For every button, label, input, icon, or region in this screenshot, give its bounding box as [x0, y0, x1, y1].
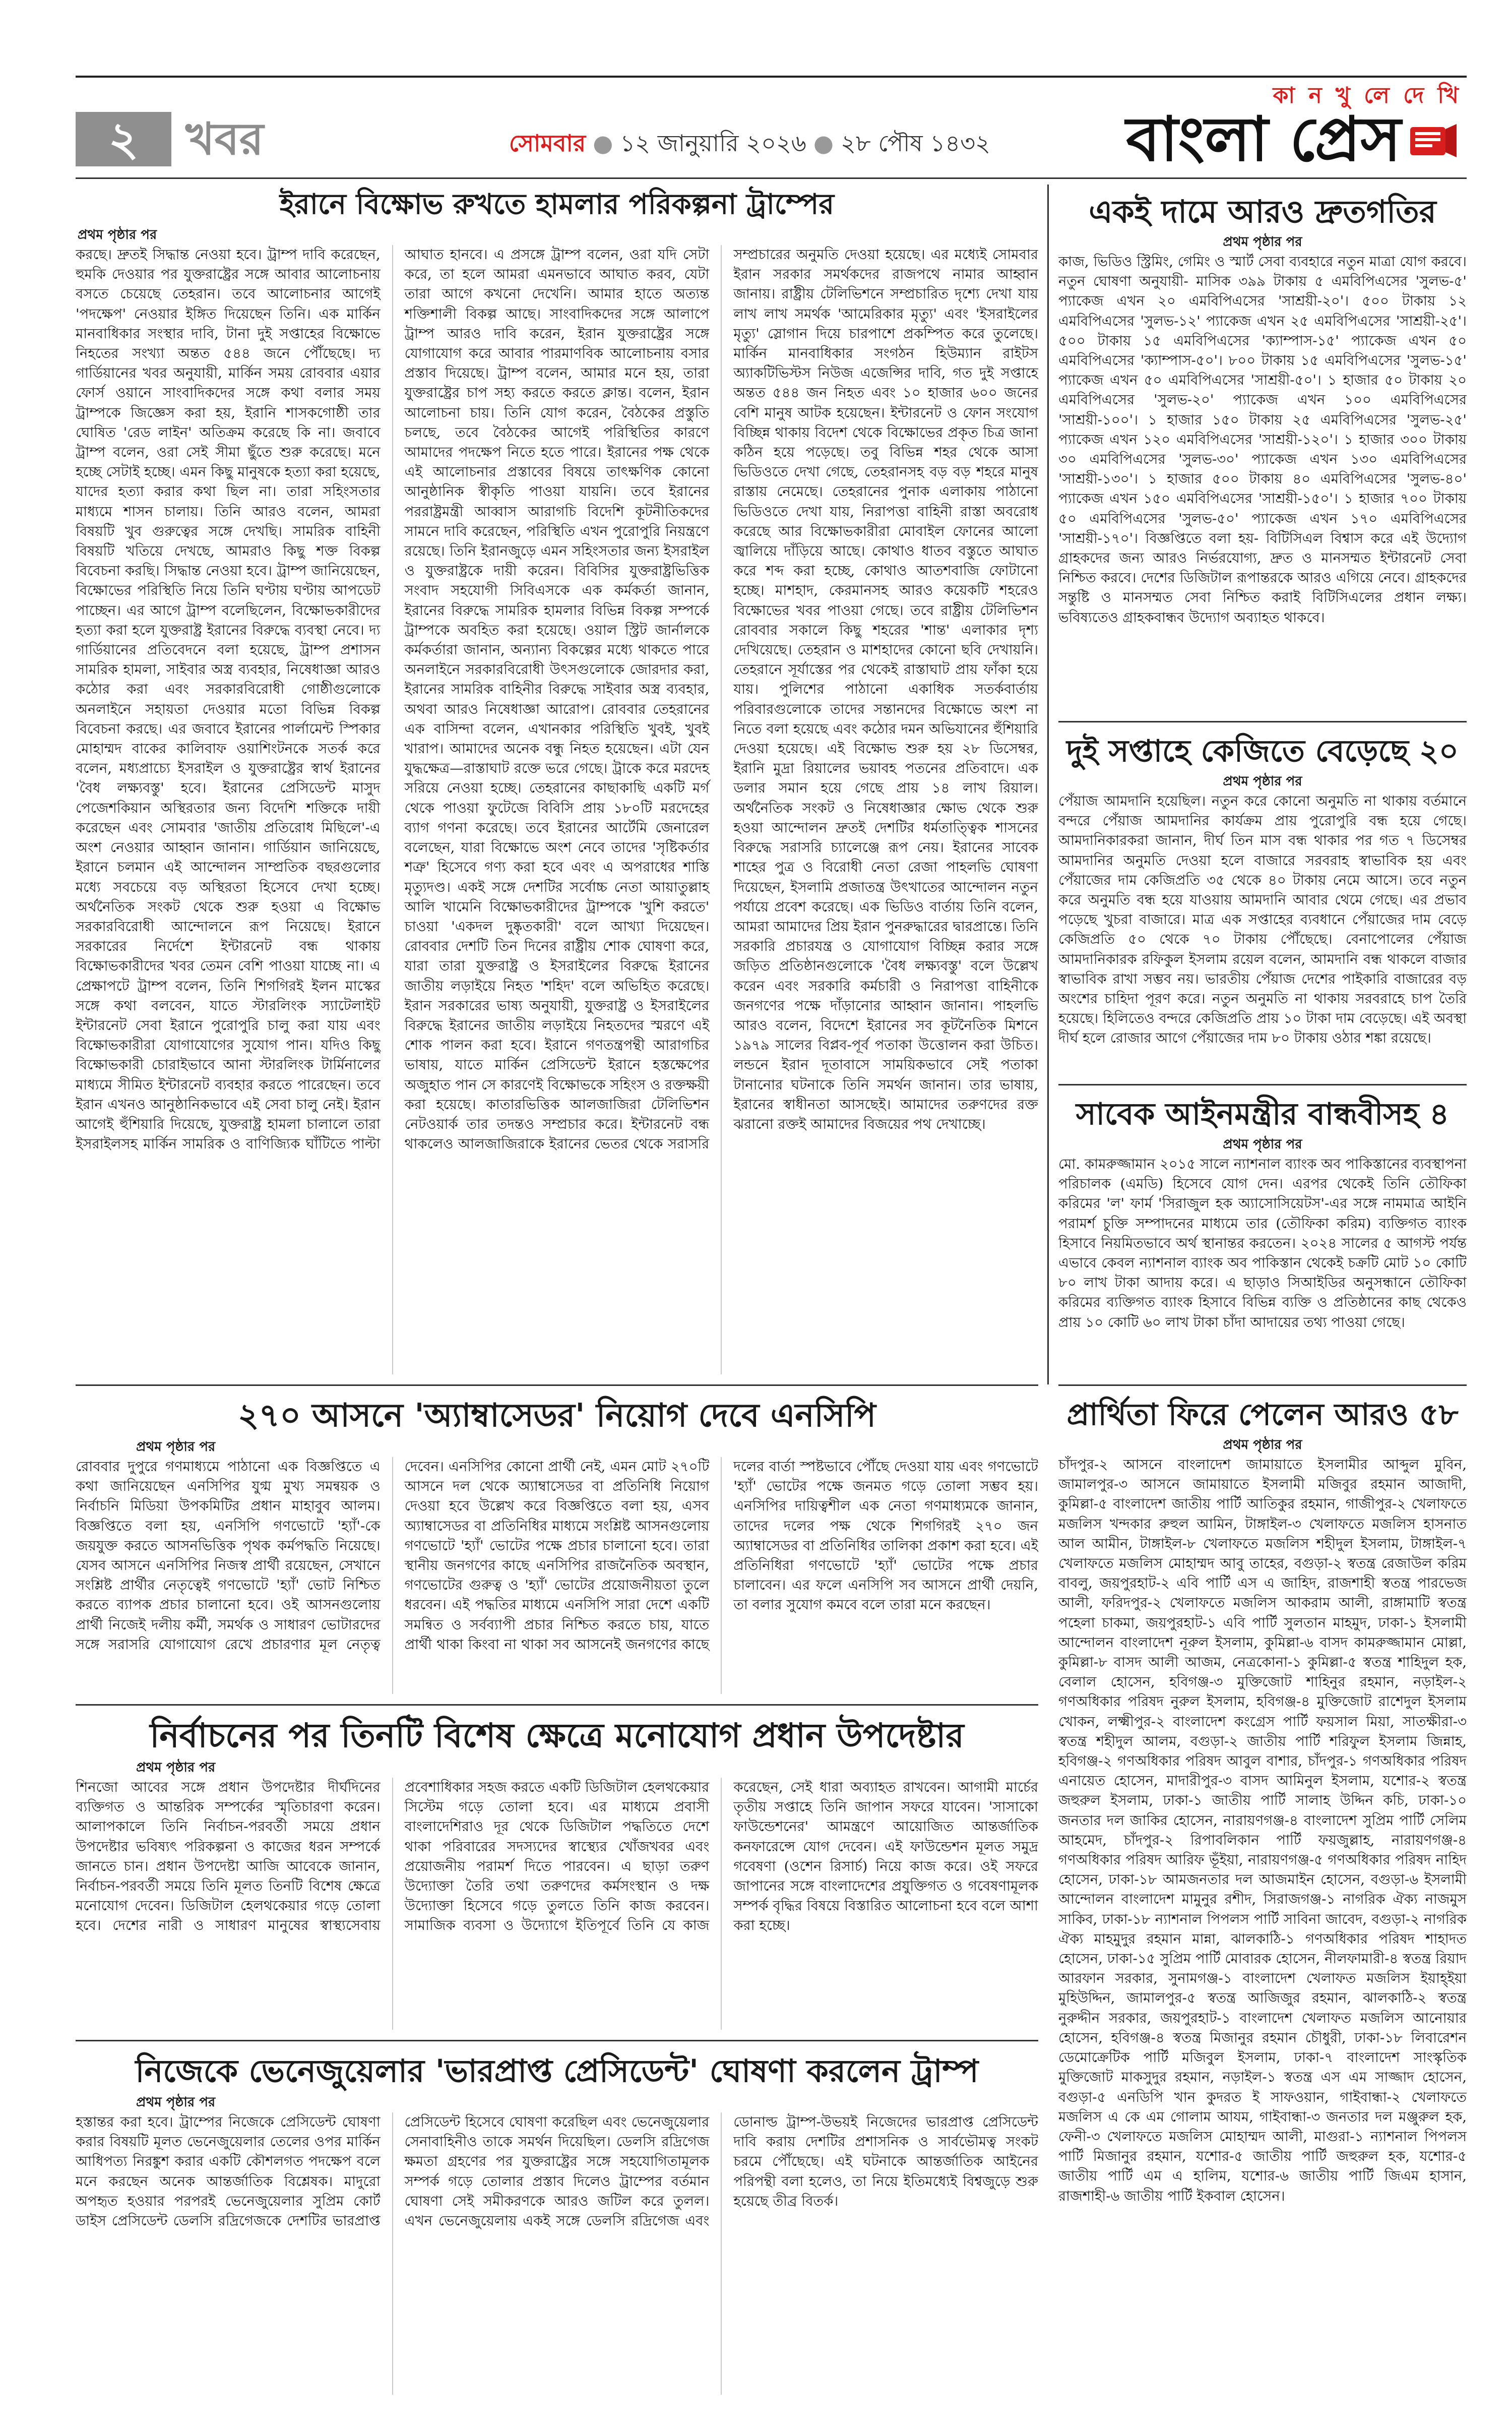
- article-minister: [1058, 1094, 1467, 1376]
- bullet-icon: ●: [593, 130, 613, 157]
- article-headline[interactable]: একই দামে আরও দ্রুতগতির: [1089, 193, 1436, 230]
- article-venezuela: [76, 2050, 1038, 2403]
- brand-name: বাংলা প্রেস: [1126, 103, 1401, 175]
- section-name: খবর: [185, 113, 264, 165]
- article-headline[interactable]: প্রার্থিতা ফিরে পেলেন আরও ৫৮: [1066, 1397, 1459, 1432]
- article-continuation-label: প্রথম পৃষ্ঠার পর: [136, 1439, 216, 1455]
- article-body: কাজ, ভিডিও স্ট্রিমিং, গেমিং ও স্মার্ট সেবা ব্যবহারে নতুন মাত্রা যোগ করবে। নতুন ঘোষণা অনুযায়ী- মাসিক ৩৯৯ টাকায় ৫ এমবিপিএসের 'সুলভ-৫' প্যাকেজ এখন ২০ এমবিপিএসের 'সাশ্রয়ী-২০'। ৫০০ টাকায় ১২ এমবিপিএসের 'সুলভ-১২' প্যাকেজ এখন ২৫ এমবিপিএসের 'সাশ্রয়ী-২৫'। ৫০০ টাকায় ১৫ এমবিপিএসের 'ক্যাম্পাস-১৫' প্যাকেজ এখন ৫০ এমবিপিএসের 'ক্যাম্পাস-৫০'। ৮০০ টাকায় ১৫ এমবিপিএসের 'সুলভ-১৫' প্যাকেজ এখন ৫০ এমবিপিএসের 'সাশ্রয়ী-৫০'। ১ হাজার ৫০ টাকায় ২০ এমবিপিএসের 'সুলভ-২০' প্যাকেজ এখন ১০০ এমবিপিএসের 'সাশ্রয়ী-১০০'। ১ হাজার ১৫০ টাকায় ২৫ এমবিপিএসের 'সুলভ-২৫' প্যাকেজ এখন ১২০ এমবিপিএসের 'সাশ্রয়ী-১২০'। ১ হাজার ৩০০ টাকায় ৩০ এমবিপিএসের 'সুলভ-৩০' প্যাকেজ এখন ১৩০ এমবিপিএসের 'সাশ্রয়ী-১৩০'। ১ হাজার ৫০০ টাকায় ৪০ এমবিপিএসের 'সুলভ-৪০' প্যাকেজ এখন ১৫০ এমবিপিএসের 'সাশ্রয়ী-১৫০'। ১ হাজার ৭০০ টাকায় ৫০ এমবিপিএসের 'সুলভ-৫০' প্যাকেজ এখন ১৭০ এমবিপিএসের 'সাশ্রয়ী-১৭০'। বিজ্ঞপ্তিতে বলা হয়- বিটিসিএল বিশ্বাস করে এই উদ্যোগ গ্রাহকদের জন্য আরও নির্ভরযোগ্য, দ্রুত ও মানসম্মত ইন্টারনেট সেবা নিশ্চিত করবে। দেশের ডিজিটাল রূপান্তরকে আরও এগিয়ে নেবে। গ্রাহকদের সন্তুষ্টি ও মানসম্মত সেবা নিশ্চিত করাই বিটিসিএলের প্রধান লক্ষ্য। ভবিষ্যতেও গ্রাহকবান্ধব উদ্যোগ অব্যাহত থাকবে।: [1058, 254, 1467, 626]
- brand-logo[interactable]: [1126, 79, 1462, 177]
- article-headline[interactable]: নিজেকে ভেনেজুয়েলার 'ভারপ্রাপ্ত প্রেসিডেন্ট' ঘোষণা করলেন ট্রাম্প: [135, 2052, 979, 2089]
- article-continuation-label: প্রথম পৃষ্ঠার পর: [1223, 774, 1302, 789]
- newspaper-page: [76, 0, 1467, 2420]
- article-continuation-label: প্রথম পৃষ্ঠার পর: [1223, 1437, 1302, 1453]
- article-headline[interactable]: ইরানে বিক্ষোভ রুখতে হামলার পরিকল্পনা ট্রাম্পের: [279, 188, 835, 221]
- article-headline[interactable]: নির্বাচনের পর তিনটি বিশেষ ক্ষেত্রে মনোযোগ প্রধান উপদেষ্টার: [150, 1716, 964, 1755]
- article-continuation-label: প্রথম পৃষ্ঠার পর: [1223, 1137, 1302, 1152]
- section-divider: [76, 2040, 1038, 2041]
- article-body: পেঁয়াজ আমদানি হয়েছিল। নতুন করে কোনো অনুমতি না থাকায় বর্তমানে বন্দরে পেঁয়াজ আমদানির কার্যক্রম প্রায় পুরোপুরি বন্ধ হয়ে গেছে। আমদানিকারকরা জানান, দীর্ঘ তিন মাস বন্ধ থাকার পর গত ৭ ডিসেম্বর আমদানির অনুমতি দেওয়া হলে বাজারে সরবরাহ স্বাভাবিক হয় এবং পেঁয়াজের দাম কেজিপ্রতি ৩৫ থেকে ৪০ টাকায় নেমে আসে। তবে নতুন করে অনুমতি বন্ধ হয়ে যাওয়ায় আমদানি আবার থেমে গেছে। এর প্রভাব পড়েছে খুচরা বাজারে। মাত্র এক সপ্তাহের ব্যবধানে পেঁয়াজের দাম বেড়ে কেজিপ্রতি ৫০ থেকে ৭০ টাকায় পৌঁছেছে। বেনাপোলের পেঁয়াজ আমদানিকারক রফিকুল ইসলাম রয়েল বলেন, আমদানি বন্ধ থাকলে বাজার স্বাভাবিক রাখা সম্ভব নয়। ভারতীয় পেঁয়াজ দেশের পাইকারি বাজারের বড় অংশের চাহিদা পূরণ করে। নতুন অনুমতি না থাকায় সরবরাহে চাপ তৈরি হয়েছে। হিলিতেও বন্দরে কেজিপ্রতি প্রায় ১০ টাকা দাম বেড়েছে। এই অবস্থা দীর্ঘ হলে রোজার আগে পেঁয়াজের দাম ৮০ টাকায় ওঠার শঙ্কা রয়েছে।: [1058, 793, 1467, 1047]
- section-divider: [76, 1384, 1038, 1386]
- article-body: করছে। দ্রুতই সিদ্ধান্ত নেওয়া হবে। ট্রাম্প দাবি করেছেন, হুমকি দেওয়ার পর যুক্তরাষ্ট্রের সঙ্গে আবার আলোচনায় বসতে চেয়েছে তেহরান। তবে আলোচনার আগেই 'পদক্ষেপ' নেওয়ার ইঙ্গিত দিয়েছেন তিনি। এক মার্কিন মানবাধিকার সংস্থার দাবি, টানা দুই সপ্তাহের বিক্ষোভে নিহতের সংখ্যা অন্তত ৫৪৪ জনে পৌঁছেছে। দ্য গার্ডিয়ানের খবর অনুযায়ী, মার্কিন সময় রোববার এয়ার ফোর্স ওয়ানে সাংবাদিকদের সঙ্গে কথা বলার সময় ট্রাম্পকে জিজ্ঞেস করা হয়, ইরানি শাসকগোষ্ঠী তার ঘোষিত 'রেড লাইন' অতিক্রম করেছে কি না। জবাবে ট্রাম্প বলেন, ওরা সেই সীমা ছুঁতে শুরু করেছে। মনে হচ্ছে সেটাই হচ্ছে। এমন কিছু মানুষকে হত্যা করা হয়েছে, যাদের হত্যা করার কথা ছিল না। তারা সহিংসতার মাধ্যমে শাসন চালায়। তিনি আরও বলেন, আমরা বিষয়টি খুব গুরুত্বের সঙ্গে দেখছি। সামরিক বাহিনী বিষয়টি খতিয়ে দেখছে, আমরাও কিছু শক্ত বিকল্প বিবেচনা করছি। সিদ্ধান্ত নেওয়া হবে। ট্রাম্প জানিয়েছেন, বিক্ষোভের পরিস্থিতি নিয়ে তিনি ঘণ্টায় ঘণ্টায় আপডেট পাচ্ছেন। এর আগে ট্রাম্প বলেছিলেন, বিক্ষোভকারীদের হত্যা করা হলে যুক্তরাষ্ট্র ইরানের বিরুদ্ধে ব্যবস্থা নেবে। দ্য গার্ডিয়ানের প্রতিবেদনে বলা হয়েছে, ট্রাম্প প্রশাসন সামরিক হামলা, সাইবার অস্ত্র ব্যবহার, নিষেধাজ্ঞা আরও কঠোর করা এবং সরকারবিরোধী গোষ্ঠীগুলোকে অনলাইনে সহায়তা দেওয়ার মতো বিভিন্ন বিকল্প বিবেচনা করছে। এর জবাবে ইরানের পার্লামেন্ট স্পিকার মোহাম্মদ বাকের কালিবাফ ওয়াশিংটনকে সতর্ক করে বলেন, মধ্যপ্রাচ্যে ইসরাইল ও যুক্তরাষ্ট্রের স্বার্থ ইরানের 'বৈধ লক্ষ্যবস্তু' হবে। ইরানের প্রেসিডেন্ট মাসুদ পেজেশকিয়ান অস্থিরতার জন্য বিদেশি শক্তিকে দায়ী করেছেন এবং সোমবার 'জাতীয় প্রতিরোধ মিছিলে'-এ অংশ নেওয়ার আহ্বান জানান। গার্ডিয়ান জানিয়েছে, ইরানে চলমান এই আন্দোলন সাম্প্রতিক বছরগুলোর মধ্যে সবচেয়ে বড় অস্থিরতা হিসেবে দেখা হচ্ছে। অর্থনৈতিক সংকট থেকে শুরু হওয়া এ বিক্ষোভ সরকারবিরোধী আন্দোলনে রূপ নিয়েছে। ইরানে সরকারের নির্দেশে ইন্টারনেট বন্ধ থাকায় বিক্ষোভকারীদের খবর তেমন বেশি পাওয়া যাচ্ছে না। এ প্রেক্ষাপটে ট্রাম্প বলেন, তিনি শিগগিরই ইলন মাস্কের সঙ্গে কথা বলবেন, যাতে স্টারলিংক স্যাটেলাইট ইন্টারনেট সেবা ইরানে পুরোপুরি চালু করা যায় এবং বিক্ষোভকারীরা যোগাযোগের সুযোগ পান। যদিও কিছু বিক্ষোভকারী চোরাইভাবে আনা স্টারলিংক টার্মিনালের মাধ্যমে সীমিত ইন্টারনেট ব্যবহার করতে পারেছেন। তবে ইরান এখনও আনুষ্ঠানিকভাবে এই সেবা চালু নেই। ইরান আগেই হুঁশিয়ারি দিয়েছে, যুক্তরাষ্ট্র হামলা চালালে তারা ইসরাইলসহ মার্কিন সামরিক ও বাণিজ্যিক ঘাঁটিতে পাল্টা আঘাত হানবে। এ প্রসঙ্গে ট্রাম্প বলেন, ওরা যদি সেটা করে, তা হলে আমরা এমনভাবে আঘাত করব, যেটা তারা আগে কখনো দেখেনি। আমার হাতে অত্যন্ত শক্তিশালী বিকল্প আছে। সাংবাদিকদের সঙ্গে আলাপে ট্রাম্প আরও দাবি করেন, ইরান যুক্তরাষ্ট্রের সঙ্গে যোগাযোগ করে আবার পারমাণবিক আলোচনায় বসার প্রস্তাব দিয়েছে। ট্রাম্প বলেন, আমার মনে হয়, তারা যুক্তরাষ্ট্রের চাপ সহ্য করতে করতে ক্লান্ত। বলেন, ইরান আলোচনা চায়। তিনি যোগ করেন, বৈঠকের প্রস্তুতি চলছে, তবে বৈঠকের আগেই পরিস্থিতির কারণে আমাদের পদক্ষেপ নিতে হতে পারে। ইরানের পক্ষ থেকে এই আলোচনার প্রস্তাবের বিষয়ে তাৎক্ষণিক কোনো আনুষ্ঠানিক স্বীকৃতি পাওয়া যায়নি। তবে ইরানের পররাষ্ট্রমন্ত্রী আব্বাস আরাগচি বিদেশি কূটনীতিকদের সামনে দাবি করেছেন, পরিস্থিতি এখন পুরোপুরি নিয়ন্ত্রণে রয়েছে। তিনি ইরানজুড়ে এমন সহিংসতার জন্য ইসরাইল ও যুক্তরাষ্ট্রকে দায়ী করেন। বিবিসির যুক্তরাষ্ট্রভিত্তিক সংবাদ সহযোগী সিবিএসকে এক কর্মকর্তা জানান, ইরানের বিরুদ্ধে সামরিক হামলার বিভিন্ন বিকল্প সম্পর্কে ট্রাম্পকে অবহিত করা হয়েছে। ওয়াল স্ট্রিট জার্নালকে কর্মকর্তারা জানান, অন্যান্য বিকল্পের মধ্যে থাকতে পারে অনলাইনে সরকারবিরোধী উৎসগুলোকে জোরদার করা, ইরানের সামরিক বাহিনীর বিরুদ্ধে সাইবার অস্ত্র ব্যবহার, অথবা আরও নিষেধাজ্ঞা আরোপ। রোববার তেহরানের এক বাসিন্দা বলেন, এখানকার পরিস্থিতি খুবই, খুবই খারাপ। আমাদের অনেক বন্ধু নিহত হয়েছেন। এটা যেন যুদ্ধক্ষেত্র—রাস্তাঘাট রক্তে ভরে গেছে। ট্রাকে করে মরদেহ সরিয়ে নেওয়া হচ্ছে। তেহরানের কাছাকাছি একটি মর্গ থেকে পাওয়া ফুটেজে বিবিসি প্রায় ১৮০টি মরদেহের ব্যাগ গণনা করেছে। তবে ইরানের আর্টেমি জেনারেল বলেছেন, যারা বিক্ষোভে অংশ নেবে তাদের 'সৃষ্টিকর্তার শত্রু' হিসেবে গণ্য করা হবে এবং এ অপরাধের শাস্তি মৃত্যুদণ্ড। একই সঙ্গে দেশটির সর্বোচ্চ নেতা আয়াতুল্লাহ আলি খামেনি বিক্ষোভকারীদের ট্রাম্পকে 'খুশি করতে' চাওয়া 'একদল দুষ্কৃতকারী' বলে আখ্যা দিয়েছেন। রোববার দেশটি তিন দিনের রাষ্ট্রীয় শোক ঘোষণা করে, যারা তারা যুক্তরাষ্ট্র ও ইসরাইলের বিরুদ্ধে ইরানের জাতীয় লড়াইয়ে নিহত 'শহিদ' বলে অভিহিত করেছে। ইরান সরকারের ভাষ্য অনুযায়ী, যুক্তরাষ্ট্র ও ইসরাইলের বিরুদ্ধে ইরানের জাতীয় লড়াইয়ে নিহতদের স্মরণে এই শোক পালন করা হবে। ইরানে গণতন্ত্রপন্থী আরাগচির ভাষায়, যাতে মার্কিন প্রেসিডেন্ট ইরানে হস্তক্ষেপের অজুহাত পান সে কারণেই বিক্ষোভকে সহিংস ও রক্তক্ষয়ী করা হয়েছে। কাতারভিত্তিক আলজাজিরা টেলিভিশন নেটওয়ার্ক তার তদন্তও সম্প্রচার করে। ইন্টারনেট বন্ধ থাকলেও আলজাজিরাকে ইরানের ভেতর থেকে সরাসরি সম্প্রচারের অনুমতি দেওয়া হয়েছে। এর মধ্যেই সোমবার ইরান সরকার সমর্থকদের রাজপথে নামার আহ্বান জানায়। রাষ্ট্রীয় টেলিভিশনে সম্প্রচারিত দৃশ্যে দেখা যায় লাখ লাখ সমর্থক 'আমেরিকার মৃত্যু' এবং 'ইসরাইলের মৃত্যু' স্লোগান দিয়ে চারপাশে প্রকম্পিত করে তুলেছে। মার্কিন মানবাধিকার সংগঠন হিউম্যান রাইটস অ্যাকটিভিস্টস নিউজ এজেন্সির দাবি, গত দুই সপ্তাহে অন্তত ৫৪৪ জন নিহত এবং ১০ হাজার ৬০০ জনের বেশি মানুষ আটক হয়েছেন। ইন্টারনেট ও ফোন সংযোগ বিচ্ছিন্ন থাকায় বিদেশ থেকে বিক্ষোভের প্রকৃত চিত্র জানা কঠিন হয়ে পড়েছে। তবু বিভিন্ন শহর থেকে আসা ভিডিওতে দেখা গেছে, তেহরানসহ বড় বড় শহরে মানুষ রাস্তায় নেমেছে। তেহরানের পুনাক এলাকায় পাঠানো ভিডিওতে দেখা যায়, নিরাপত্তা বাহিনী রাস্তা অবরোধ করেছে আর বিক্ষোভকারীরা মোবাইল ফোনের আলো জ্বালিয়ে দাঁড়িয়ে আছে। কোথাও ধাতব বস্তুতে আঘাত করে শব্দ করা হচ্ছে, কোথাও আতশবাজি ফোটানো হচ্ছে। মাশহাদ, কেরমানসহ আরও কয়েকটি শহরেও বিক্ষোভের খবর পাওয়া গেছে। তবে রাষ্ট্রীয় টেলিভিশন রোববার সকালে কিছু শহরের 'শান্ত' এলাকার দৃশ্য দেখিয়েছে। তেহরান ও মাশহাদের কোনো ছবি দেখায়নি। তেহরানে সূর্যাস্তের পর থেকেই রাস্তাঘাট প্রায় ফাঁকা হয়ে যায়। পুলিশের পাঠানো একাধিক সতর্কবার্তায় পরিবারগুলোকে তাদের সন্তানদের বিক্ষোভে অংশ না নিতে বলা হয়েছে এবং কঠোর দমন অভিযানের হুঁশিয়ারি দেওয়া হয়েছে। এই বিক্ষোভ শুরু হয় ২৮ ডিসেম্বর, ইরানি মুদ্রা রিয়ালের ভয়াবহ পতনের প্রতিবাদে। এক ডলার সমান হয়ে গেছে প্রায় ১৪ লাখ রিয়াল। অর্থনৈতিক সংকট ও নিষেধাজ্ঞার ক্ষোভ থেকে শুরু হওয়া আন্দোলন দ্রুতই দেশটির ধর্মতাত্ত্বিক শাসনের বিরুদ্ধে সরাসরি চ্যালেঞ্জে রূপ নেয়। ইরানের সাবেক শাহের পুত্র ও বিরোধী নেতা রেজা পাহলভি ঘোষণা দিয়েছেন, ইসলামি প্রজাতন্ত্র উৎখাতের আন্দোলন নতুন পর্যায়ে প্রবেশ করেছে। এক ভিডিও বার্তায় তিনি বলেন, আমরা আমাদের প্রিয় ইরান পুনরুদ্ধারের দ্বারপ্রান্তে। তিনি সরকারি প্রচারযন্ত্র ও যোগাযোগ বিচ্ছিন্ন করার সঙ্গে জড়িত প্রতিষ্ঠানগুলোকে 'বৈধ লক্ষ্যবস্তু' বলে উল্লেখ করেন এবং সরকারি কর্মচারী ও নিরাপত্তা বাহিনীকে জনগণের পক্ষে দাঁড়ানোর আহ্বান জানান। পাহলভি আরও বলেন, বিদেশে ইরানের সব কূটনৈতিক মিশনে ১৯৭৯ সালের বিপ্লব-পূর্ব পতাকা উত্তোলন করা উচিত। লন্ডনে ইরান দূতাবাসে সাময়িকভাবে সেই পতাকা টানানোর ঘটনাকে তিনি সমর্থন জানান। তার ভাষায়, ইরানের স্বাধীনতা আসছেই। আমাদের তরুণদের রক্ত ঝরানো রক্তই আমাদের বিজয়ের পথ দেখাচ্ছে।: [76, 247, 1038, 1153]
- article-body: হস্তান্তর করা হবে। ট্রাম্পের নিজেকে প্রেসিডেন্ট ঘোষণা করার বিষয়টি মূলত ভেনেজুয়েলার তেলের ওপর মার্কিন আধিপত্য নিরঙ্কুশ করার একটি কৌশলগত পদক্ষেপ বলে মনে করছেন অনেক আন্তর্জাতিক বিশ্লেষক। মাদুরো অপহৃত হওয়ার পরপরই ভেনেজুয়েলার সুপ্রিম কোর্ট ডাইস প্রেসিডেন্ট ডেলসি রদ্রিগেজকে দেশটির ভারপ্রাপ্ত প্রেসিডেন্ট হিসেবে ঘোষণা করেছিল এবং ভেনেজুয়েলার সেনাবাহিনীও তাকে সমর্থন দিয়েছিল। ডেলসি রদ্রিগেজ ক্ষমতা গ্রহণের পর যুক্তরাষ্ট্রের সঙ্গে সহযোগিতামূলক সম্পর্ক গড়ে তোলার প্রস্তাব দিলেও ট্রাম্পের বর্তমান ঘোষণা সেই সমীকরণকে আরও জটিল করে তুলল। এখন ভেনেজুয়েলায় একই সঙ্গে ডেলসি রদ্রিগেজ এবং ডোনাল্ড ট্রাম্প-উভয়ই নিজেদের ভারপ্রাপ্ত প্রেসিডেন্ট দাবি করায় দেশটির প্রশাসনিক ও সার্বভৌমত্ব সংকট চরমে পৌঁছেছে। এই ঘটনাকে আন্তর্জাতিক আইনের পরিপন্থী বলা হলেও, তা নিয়ে ইতিমধ্যেই বিশ্বজুড়ে শুরু হয়েছে তীব্র বিতর্ক।: [76, 2114, 1038, 2229]
- article-continuation-label: প্রথম পৃষ্ঠার পর: [78, 227, 157, 243]
- article-body: চাঁদপুর-২ আসনে বাংলাদেশ জামায়াতে ইসলামীর আব্দুল মুবিন, জামালপুর-৩ আসনে জামায়াতে ইসলামী মজিবুর রহমান আজাদী, কুমিল্লা-৫ বাংলাদেশ জাতীয় পার্টি আতিকুর রহমান, গাজীপুর-২ খেলাফতে মজলিস খন্দকার রুহুল আমিন, টাঙ্গাইল-৩ খেলাফতে মজলিস হাসনাত আল আমীন, টাঙ্গাইল-৮ খেলাফতে মজলিস শহীদুল ইসলাম, টাঙ্গাইল-৭ খেলাফতে মজলিস মোহাম্মদ আবু তাহের, বগুড়া-২ স্বতন্ত্র রেজাউল করিম বাবলু, জয়পুরহাট-২ এবি পার্টি এস এ জাহিদ, রাজশাহী স্বতন্ত্র পারভেজ আলী, ফরিদপুর-২ খেলাফতে মজলিস আকরাম আলী, রাঙ্গামাটি স্বতন্ত্র পহেলা চাকমা, জয়পুরহাট-১ এবি পার্টি সুলতান মাহমুদ, ঢাকা-১ ইসলামী আন্দোলন বাংলাদেশ নূরুল ইসলাম, কুমিল্লা-৬ বাসদ কামরুজ্জামান মোল্লা, কুমিল্লা-৮ বাসদ আলী আজম, নেত্রকোনা-১ কুমিল্লা-৫ স্বতন্ত্র শাহিদুল হক, বেলাল হোসেন, হবিগঞ্জ-৩ মুক্তিজোট শাহিনুর রহমান, নড়াইল-২ গণঅধিকার পরিষদ নুরুল ইসলাম, হবিগঞ্জ-৪ মুক্তিজোট রাশেদুল ইসলাম খোকন, লক্ষ্মীপুর-২ বাংলাদেশ কংগ্রেস পার্টি ফয়সাল মিয়া, সাতক্ষীরা-৩ স্বতন্ত্র শহীদুল আলম, বগুড়া-২ জাতীয় পার্টি শরিফুল ইসলাম জিন্নাহ, হবিগঞ্জ-২ গণঅধিকার পরিষদ আবুল বাশার, চাঁদপুর-১ গণঅধিকার পরিষদ এনায়েত হোসেন, মাদারীপুর-৩ বাসদ আমিনুল ইসলাম, যশোর-২ স্বতন্ত্র জহুরুল ইসলাম, ঢাকা-১ জাতীয় পার্টি সালাহ উদ্দিন কচি, ঢাকা-১০ জনতার দল জাকির হোসেন, নারায়ণগঞ্জ-৪ বাংলাদেশ সুপ্রিম পার্টি সেলিম আহমেদ, চাঁদপুর-২ রিপাবলিকান পার্টি ফয়জুল্লাহ, নারায়ণগঞ্জ-৪ গণঅধিকার পরিষদ আরিফ ভূঁইয়া, নারায়ণগঞ্জ-৫ গণঅধিকার পরিষদ নাহিদ হোসেন, ঢাকা-১৮ আমজনতার দল আজমাইন হোসেন, বগুড়া-৬ ইসলামী আন্দোলন বাংলাদেশ মামুনুর রশীদ, সিরাজগঞ্জ-১ নাগরিক ঐক্য নাজমুস সাকিব, ঢাকা-১৮ ন্যাশনাল পিপলস পার্টি সাবিনা জাবেদ, বগুড়া-২ নাগরিক ঐক্য মাহমুদুর রহমান মান্না, ঝালকাঠি-১ গণঅধিকার পরিষদ শাহাদত হোসেন, ঢাকা-১৫ সুপ্রিম পার্টি মোবারক হোসেন, নীলফামারী-৪ স্বতন্ত্র রিয়াদ আরফান সরকার, সুনামগঞ্জ-১ বাংলাদেশ খেলাফত মজলিস ইয়াহ্ইয়া মুহিউদ্দিন, জামালপুর-৫ স্বতন্ত্র আজিজুর রহমান, ঝালকাঠি-২ স্বতন্ত্র নুরুদ্দীন সরকার, জয়পুরহাট-১ বাংলাদেশ খেলাফত মজলিস আনোয়ার হোসেন, হবিগঞ্জ-৪ স্বতন্ত্র মিজানুর রহমান চৌধুরী, ঢাকা-১৮ লিবারেশন ডেমোক্রেটিক পার্টি মজিবুল ইসলাম, ঢাকা-৭ বাংলাদেশ সাংস্কৃতিক মুক্তিজোট মাকসুদুর রহমান, নড়াইল-১ স্বতন্ত্র এস এম সাজ্জাদ হোসেন, বগুড়া-৫ এনডিপি খান কুদরত ই সাফওয়ান, গাইবান্ধা-২ খেলাফতে মজলিস এ কে এম গোলাম আযম, গাইবান্ধা-৩ জনতার দল মঞ্জুরুল হক, ফেনী-৩ খেলাফতে মজলিস মোহাম্মদ আলী, মাগুরা-১ ন্যাশনাল পিপলস পার্টি মিজানুর রহমান, যশোর-৫ জাতীয় পার্টি জহুরুল হক, যশোর-৫ জাতীয় পার্টি এম এ হালিম, যশোর-৬ জাতীয় পার্টি জিএম হাসান, রাজশাহী-৬ জাতীয় পার্টি ইকবাল হোসেন।: [1058, 1457, 1467, 2204]
- section-divider: [76, 1704, 1038, 1706]
- page-number-badge: ২: [76, 112, 171, 166]
- article-adviser: [76, 1714, 1038, 2032]
- article-headline[interactable]: দুই সপ্তাহে কেজিতে বেড়েছে ২০: [1066, 734, 1459, 769]
- article-onion: [1058, 731, 1467, 1074]
- article-ncp: [76, 1395, 1038, 1697]
- top-rule: [76, 76, 1467, 78]
- dateline-bengali-date: ২৮ পৌষ ১৪৩২: [840, 130, 990, 157]
- section-divider: [1058, 721, 1467, 722]
- brand-tagline: কা ন খু লে দে খি: [1273, 83, 1462, 108]
- article-headline[interactable]: সাবেক আইনমন্ত্রীর বান্ধবীসহ ৪: [1076, 1097, 1450, 1132]
- article-continuation-label: প্রথম পৃষ্ঠার পর: [136, 2095, 216, 2110]
- press-mark-icon: [1408, 122, 1459, 160]
- dateline: [509, 128, 990, 158]
- dateline-date: ১২ জানুয়ারি ২০২৬: [620, 130, 806, 157]
- article-candidates: [1058, 1395, 1467, 2403]
- header-rule: [76, 177, 1467, 179]
- article-continuation-label: প্রথম পৃষ্ঠার পর: [1223, 234, 1302, 250]
- column-divider: [1047, 185, 1049, 1384]
- article-iran: [76, 185, 1038, 1379]
- article-body: রোববার দুপুরে গণমাধ্যমে পাঠানো এক বিজ্ঞপ্তিতে এ কথা জানিয়েছেন এনসিপির যুগ্ম মুখ্য সমন্বয়ক ও নির্বাচনি মিডিয়া উপকমিটির প্রধান মাহাবুব আলম। বিজ্ঞপ্তিতে বলা হয়, এনসিপি গণভোটে 'হ্যাঁ'-কে জয়যুক্ত করতে আসনভিত্তিক পৃথক কর্মপদ্ধতি নিয়েছে। যেসব আসনে এনসিপির নিজস্ব প্রার্থী রয়েছেন, সেখানে সংশ্লিষ্ট প্রার্থীর নেতৃত্বেই গণভোটে 'হ্যাঁ' ভোট নিশ্চিত করতে ব্যাপক প্রচার চালানো হবে। ওই আসনগুলোয় প্রার্থী নিজেই দলীয় কর্মী, সমর্থক ও সাধারণ ভোটারদের সঙ্গে সরাসরি যোগাযোগ রেখে প্রচারণার মূল নেতৃত্ব দেবেন। এনসিপির কোনো প্রার্থী নেই, এমন মোট ২৭০টি আসনে দল থেকে অ্যাম্বাসেডর বা প্রতিনিধি নিয়োগ দেওয়া হবে উল্লেখ করে বিজ্ঞপ্তিতে বলা হয়, এসব অ্যাম্বাসেডর বা প্রতিনিধির মাধ্যমে সংশ্লিষ্ট আসনগুলোয় গণভোটে 'হ্যাঁ' ভোটের পক্ষে প্রচার চালানো হবে। তারা স্থানীয় জনগণের কাছে এনসিপির রাজনৈতিক অবস্থান, গণভোটের গুরুত্ব ও 'হ্যাঁ' ভোটের প্রয়োজনীয়তা তুলে ধরবেন। এই পদ্ধতির মাধ্যমে এনসিপি সারা দেশে একটি সমন্বিত ও সর্বব্যাপী প্রচার নিশ্চিত করতে চায়, যাতে প্রার্থী থাকা কিংবা না থাকা সব আসনেই জনগণের কাছে দলের বার্তা স্পষ্টভাবে পৌঁছে দেওয়া যায় এবং গণভোটে 'হ্যাঁ' ভোটের পক্ষে জনমত গড়ে তোলা সম্ভব হয়। এনসিপির দায়িত্বশীল এক নেতা গণমাধ্যমকে জানান, তাদের দলের পক্ষ থেকে শিগগিরই ২৭০ জন অ্যাম্বাসেডর বা প্রতিনিধির তালিকা প্রকাশ করা হবে। এই প্রতিনিধিরা গণভোটে 'হ্যাঁ' ভোটের পক্ষে প্রচার চালাবেন। এর ফলে এনসিপি সব আসনে প্রার্থী দেয়নি, তা বলার সুযোগ কমবে বলে তারা মনে করছেন।: [76, 1459, 1038, 1653]
- dateline-day: সোমবার: [509, 130, 586, 157]
- bullet-icon: ●: [813, 130, 834, 157]
- article-body: মো. কামরুজ্জামান ২০১৫ সালে ন্যাশনাল ব্যাংক অব পাকিস্তানের ব্যবস্থাপনা পরিচালক (এমডি) হিসেবে যোগ দেন। এরপর থেকেই তিনি তৌফিকা করিমের 'ল' ফার্ম 'সিরাজুল হক অ্যাসোসিয়েটস'-এর সঙ্গে নামমাত্র আইনি পরামর্শ চুক্তি সম্পাদনের মাধ্যমে তার (তৌফিকা করিম) ব্যক্তিগত ব্যাংক হিসাবে নিয়মিতভাবে অর্থ স্থানান্তর করতেন। ২০২৪ সালের ৫ আগস্ট পর্যন্ত এভাবে কেবল ন্যাশনাল ব্যাংক অব পাকিস্তান থেকেই চক্রটি মোট ১০ কোটি ৮০ লাখ টাকা আদায় করে। এ ছাড়াও সিআইডির অনুসন্ধানে তৌফিকা করিমের ব্যক্তিগত ব্যাংক হিসাবে বিভিন্ন ব্যক্তি ও প্রতিষ্ঠানের কাছ থেকেও প্রায় ১০ কোটি ৬০ লাখ টাকা চাঁদা আদায়ের তথ্য পাওয়া গেছে।: [1058, 1156, 1467, 1330]
- article-continuation-label: প্রথম পৃষ্ঠার পর: [136, 1760, 216, 1775]
- article-btcl: [1058, 192, 1467, 706]
- article-headline[interactable]: ২৭০ আসনে 'অ্যাম্বাসেডর' নিয়োগ দেবে এনসিপি: [238, 1397, 876, 1434]
- section-divider: [1058, 1084, 1467, 1085]
- article-body: শিনজো আবের সঙ্গে প্রধান উপদেষ্টার দীর্ঘদিনের ব্যক্তিগত ও আন্তরিক সম্পর্কের স্মৃতিচারণা করেন। আলাপকালে তিনি নির্বাচন-পরবর্তী সময়ে প্রধান উপদেষ্টার ভবিষ্যৎ পরিকল্পনা ও কাজের ধরন সম্পর্কে জানতে চান। প্রধান উপদেষ্টা আজি আবেকে জানান, নির্বাচন-পরবর্তী সময়ে তিনি মূলত তিনটি বিশেষ ক্ষেত্রে মনোযোগ দেবেন। ডিজিটাল হেলথকেয়ার গড়ে তোলা হবে। দেশের নারী ও সাধারণ মানুষের স্বাস্থ্যসেবায় প্রবেশাধিকার সহজ করতে একটি ডিজিটাল হেলথকেয়ার সিস্টেম গড়ে তোলা হবে। এর মাধ্যমে প্রবাসী বাংলাদেশিরাও দূর থেকে ডিজিটাল পদ্ধতিতে দেশে থাকা পরিবারের সদস্যদের স্বাস্থ্যের খোঁজখবর এবং প্রয়োজনীয় পরামর্শ দিতে পারবেন। এ ছাড়া তরুণ উদ্যোক্তা তৈরি তথা তরুণদের কর্মসংস্থান ও দক্ষ উদ্যোক্তা হিসেবে গড়ে তুলতে তিনি কাজ করবেন। সামাজিক ব্যবসা ও উদ্যোগে ইতিপূর্বে তিনি যে কাজ করেছেন, সেই ধারা অব্যাহত রাখবেন। আগামী মার্চের তৃতীয় সপ্তাহে তিনি জাপান সফরে যাবেন। 'সাসাকো ফাউন্ডেশনের' আমন্ত্রণে আয়োজিত আন্তর্জাতিক কনফারেন্সে যোগ দেবেন। এই ফাউন্ডেশন মূলত সমুদ্র গবেষণা (ওশেন রিসার্চ) নিয়ে কাজ করে। ওই সফরে জাপানের সঙ্গে বাংলাদেশের প্রযুক্তিগত ও গবেষণামূলক সম্পর্ক বৃদ্ধির বিষয়ে বিস্তারিত আলোচনা হবে বলে আশা করা হচ্ছে।: [76, 1779, 1038, 1934]
- section-divider: [1058, 1384, 1467, 1386]
